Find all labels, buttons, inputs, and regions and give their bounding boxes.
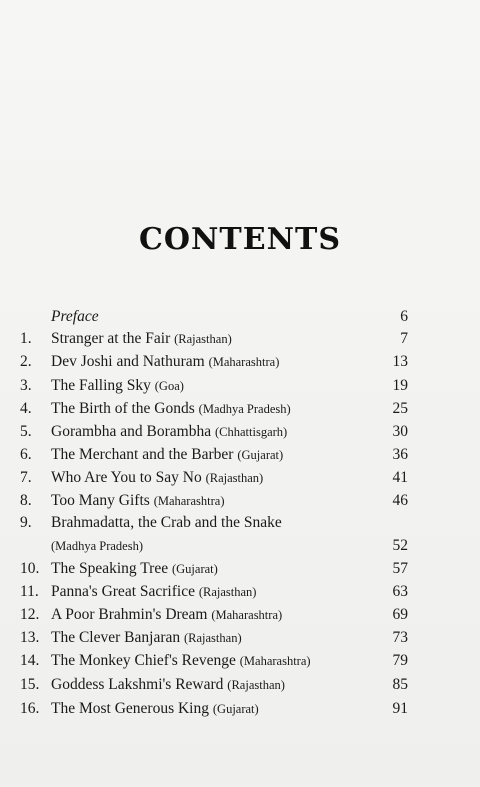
entry-region: (Chhattisgarh) [215, 425, 288, 439]
entry-number: 9. [20, 514, 32, 531]
entry-page-number: 41 [392, 469, 408, 486]
entry-page-number: 52 [392, 537, 408, 554]
entry-number: 13. [20, 629, 40, 646]
entry-region: (Maharashtra) [153, 494, 225, 508]
entry-page-number: 69 [392, 606, 408, 623]
entry-title-text: Panna's Great Sacrifice [51, 583, 195, 600]
entry-page-number: 36 [392, 446, 408, 463]
entry-page-number: 46 [392, 492, 408, 509]
entry-region: (Rajasthan) [198, 585, 257, 599]
toc-entry [0, 400, 480, 424]
entry-number: 1. [20, 330, 32, 347]
entry-region: (Gujarat) [212, 702, 259, 716]
entry-page-number: 7 [400, 330, 408, 347]
entry-title [51, 400, 291, 418]
toc-entry [0, 514, 480, 538]
entry-number: 16. [20, 700, 40, 717]
toc-entry [0, 353, 480, 377]
entry-number: 5. [20, 423, 32, 440]
entry-number: 7. [20, 469, 32, 486]
toc-entry [0, 469, 480, 493]
entry-title [51, 583, 256, 601]
entry-page-number: 6 [400, 308, 408, 325]
entry-title-text: Gorambha and Borambha [51, 423, 212, 440]
entry-region: (Gujarat) [237, 448, 284, 462]
entry-title-text: The Falling Sky [51, 377, 151, 394]
toc-entry [0, 652, 480, 676]
entry-region: (Rajasthan) [183, 631, 242, 645]
entry-page-number: 30 [392, 423, 408, 440]
entry-title [51, 353, 279, 371]
entry-title-text: Stranger at the Fair [51, 330, 171, 347]
entry-title-text: The Monkey Chief's Revenge [51, 652, 236, 669]
entry-title-text: Who Are You to Say No [51, 469, 202, 486]
entry-region: (Rajasthan) [227, 678, 285, 692]
entry-title-text: The Most Generous King [51, 700, 209, 717]
entry-page-number: 13 [392, 353, 408, 370]
entry-number: 14. [20, 652, 40, 669]
entry-region: (Maharashtra) [208, 355, 280, 369]
entry-title [51, 446, 283, 464]
toc-entry [0, 330, 480, 354]
entry-region: (Madhya Pradesh) [51, 539, 143, 553]
entry-title-text: Preface [51, 308, 99, 325]
entry-title [51, 423, 287, 441]
entry-page-number: 73 [392, 629, 408, 646]
entry-number: 2. [20, 353, 32, 370]
entry-region: (Goa) [154, 379, 184, 393]
entry-page-number: 63 [392, 583, 408, 600]
entry-page-number: 19 [392, 377, 408, 394]
contents-heading: CONTENTS [138, 222, 342, 257]
toc-entry [0, 700, 480, 724]
entry-title-text: The Speaking Tree [51, 560, 169, 577]
entry-title-text: The Clever Banjaran [51, 629, 181, 646]
toc-entry [0, 606, 480, 630]
entry-title [51, 700, 259, 718]
entry-title [51, 377, 184, 395]
entry-region: (Rajasthan) [174, 332, 232, 346]
entry-number: 6. [20, 446, 32, 463]
toc-entry [0, 308, 480, 332]
entry-page-number: 57 [392, 560, 408, 577]
entry-number: 8. [20, 492, 32, 509]
entry-number: 4. [20, 400, 32, 417]
entry-title [51, 469, 263, 487]
entry-number: 10. [20, 560, 40, 577]
entry-page-number: 79 [392, 652, 408, 669]
entry-number: 11. [20, 583, 39, 600]
entry-title [51, 629, 242, 647]
toc-entry [0, 537, 480, 561]
entry-region: (Gujarat) [171, 562, 218, 576]
entry-title-text: The Birth of the Gonds [51, 400, 195, 417]
toc-entry [0, 446, 480, 470]
entry-region: (Madhya Pradesh) [198, 402, 291, 416]
toc-entry [0, 629, 480, 653]
entry-title [51, 492, 224, 510]
entry-region: (Maharashtra) [211, 608, 283, 622]
entry-region: (Maharashtra) [239, 654, 311, 668]
entry-title [51, 652, 311, 670]
entry-title [51, 560, 218, 578]
toc-entry [0, 583, 480, 607]
toc-entry [0, 492, 480, 516]
entry-page-number: 91 [392, 700, 408, 717]
toc-entry [0, 423, 480, 447]
entry-number: 3. [20, 377, 32, 394]
entry-title-text: Goddess Lakshmi's Reward [51, 676, 224, 693]
entry-title-text: Brahmadatta, the Crab and the Snake [51, 514, 282, 531]
entry-title [51, 514, 282, 532]
entry-page-number: 25 [392, 400, 408, 417]
entry-number: 12. [20, 606, 40, 623]
entry-number: 15. [20, 676, 40, 693]
entry-title [51, 330, 232, 348]
entry-title [51, 676, 285, 694]
entry-title-text: Dev Joshi and Nathuram [51, 353, 205, 370]
entry-title [51, 537, 143, 555]
preface-title [51, 308, 99, 326]
toc-entry [0, 377, 480, 401]
toc-entry [0, 676, 480, 700]
entry-title [51, 606, 282, 624]
entry-title-text: Too Many Gifts [51, 492, 150, 509]
entry-title-text: A Poor Brahmin's Dream [51, 606, 208, 623]
entry-title-text: The Merchant and the Barber [51, 446, 234, 463]
toc-entry [0, 560, 480, 584]
entry-page-number: 85 [392, 676, 408, 693]
entry-region: (Rajasthan) [205, 471, 264, 485]
